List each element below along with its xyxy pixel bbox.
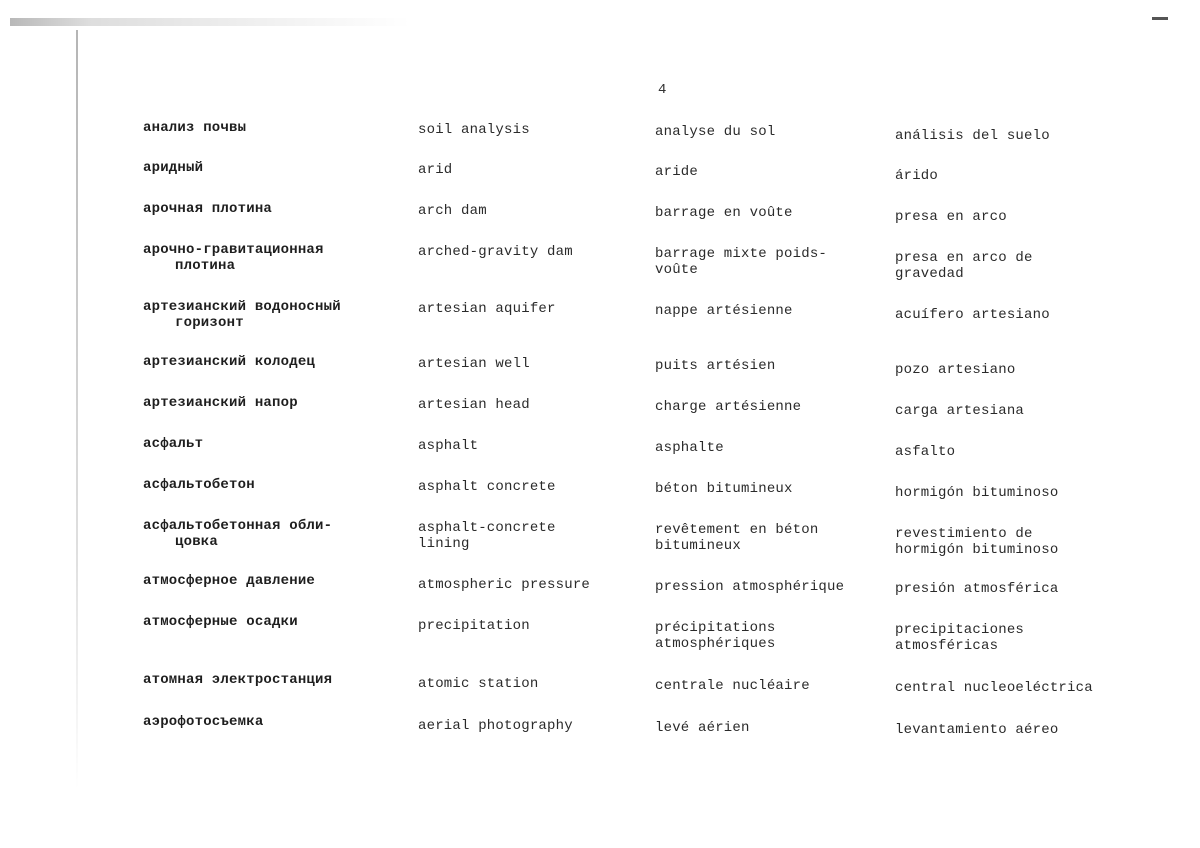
glossary-row (0, 354, 1200, 398)
term-spanish: presa en arco (895, 209, 1007, 225)
term-english: asphalt-concrete lining (418, 520, 556, 552)
term-french: barrage en voûte (655, 205, 793, 221)
term-russian (143, 395, 383, 411)
term-spanish: carga artesiana (895, 403, 1025, 419)
term-spanish: acuífero artesiano (895, 307, 1050, 323)
term-english: asphalt concrete (418, 479, 556, 495)
term-french: précipitations atmosphériques (655, 620, 776, 652)
term-spanish: levantamiento aéreo (895, 722, 1059, 738)
glossary-row (0, 395, 1200, 439)
glossary-row (0, 242, 1200, 286)
term-spanish: presión atmosférica (895, 581, 1059, 597)
term-french: charge artésienne (655, 399, 802, 415)
term-russian-line1: атомная электростанция (143, 672, 333, 688)
term-french: levé aérien (655, 720, 750, 736)
glossary-row (0, 436, 1200, 480)
term-french: centrale nucléaire (655, 678, 810, 694)
glossary-row (0, 614, 1200, 658)
term-russian-line1: анализ почвы (143, 120, 247, 136)
term-russian (143, 242, 383, 274)
glossary-row (0, 672, 1200, 716)
term-french: aride (655, 164, 699, 180)
term-french: nappe artésienne (655, 303, 793, 319)
term-russian-line1: атмосферное давление (143, 573, 316, 589)
glossary-row (0, 299, 1200, 343)
scan-edge-top (10, 18, 410, 26)
term-english: aerial photography (418, 718, 573, 734)
term-french: asphalte (655, 440, 724, 456)
term-russian (143, 436, 383, 452)
term-russian-line2: плотина (175, 258, 236, 274)
term-russian (143, 354, 383, 370)
term-russian-line1: атмосферные осадки (143, 614, 298, 630)
term-russian-line1: аэрофотосъемка (143, 714, 264, 730)
term-russian-line1: асфальтобетонная обли- (143, 518, 333, 534)
term-french: barrage mixte poids- voûte (655, 246, 828, 278)
term-russian-line1: асфальт (143, 436, 204, 452)
term-spanish: asfalto (895, 444, 956, 460)
term-spanish: árido (895, 168, 939, 184)
term-french: revêtement en béton bitumineux (655, 522, 819, 554)
glossary-row (0, 714, 1200, 758)
term-spanish: precipitaciones atmosféricas (895, 622, 1025, 654)
term-spanish: revestimiento de hormigón bituminoso (895, 526, 1059, 558)
page-number: 4 (658, 82, 667, 98)
term-spanish: pozo artesiano (895, 362, 1016, 378)
term-russian (143, 201, 383, 217)
term-english: atmospheric pressure (418, 577, 591, 593)
term-english: soil analysis (418, 122, 530, 138)
glossary-row (0, 160, 1200, 204)
term-english: artesian aquifer (418, 301, 556, 317)
term-russian-line1: арочная плотина (143, 201, 273, 217)
term-russian-line1: асфальтобетон (143, 477, 255, 493)
term-russian-line2: горизонт (175, 315, 244, 331)
term-russian (143, 672, 383, 688)
term-russian-line1: аридный (143, 160, 204, 176)
term-russian (143, 120, 383, 136)
glossary-row (0, 573, 1200, 617)
term-russian (143, 160, 383, 176)
term-english: asphalt (418, 438, 479, 454)
term-russian (143, 614, 383, 630)
term-french: béton bitumineux (655, 481, 793, 497)
term-russian-line1: артезианский напор (143, 395, 298, 411)
term-russian-line1: артезианский колодец (143, 354, 316, 370)
term-french: pression atmosphérique (655, 579, 845, 595)
term-english: precipitation (418, 618, 530, 634)
term-english: artesian head (418, 397, 530, 413)
term-french: puits artésien (655, 358, 776, 374)
term-english: artesian well (418, 356, 530, 372)
term-russian (143, 714, 383, 730)
term-russian (143, 518, 383, 550)
term-spanish: presa en arco de gravedad (895, 250, 1033, 282)
term-english: arch dam (418, 203, 487, 219)
term-russian-line1: артезианский водоносный (143, 299, 341, 315)
term-russian-line1: арочно-гравитационная (143, 242, 324, 258)
scan-mark (1152, 17, 1168, 20)
term-russian (143, 573, 383, 589)
term-spanish: análisis del suelo (895, 128, 1050, 144)
glossary-row (0, 518, 1200, 562)
term-russian-line2: цовка (175, 534, 219, 550)
term-english: arid (418, 162, 453, 178)
term-english: atomic station (418, 676, 539, 692)
glossary-row (0, 120, 1200, 164)
term-english: arched-gravity dam (418, 244, 573, 260)
glossary-row (0, 477, 1200, 521)
term-russian (143, 299, 383, 331)
term-french: analyse du sol (655, 124, 776, 140)
term-russian (143, 477, 383, 493)
term-spanish: hormigón bituminoso (895, 485, 1059, 501)
glossary-row (0, 201, 1200, 245)
term-spanish: central nucleoeléctrica (895, 680, 1093, 696)
